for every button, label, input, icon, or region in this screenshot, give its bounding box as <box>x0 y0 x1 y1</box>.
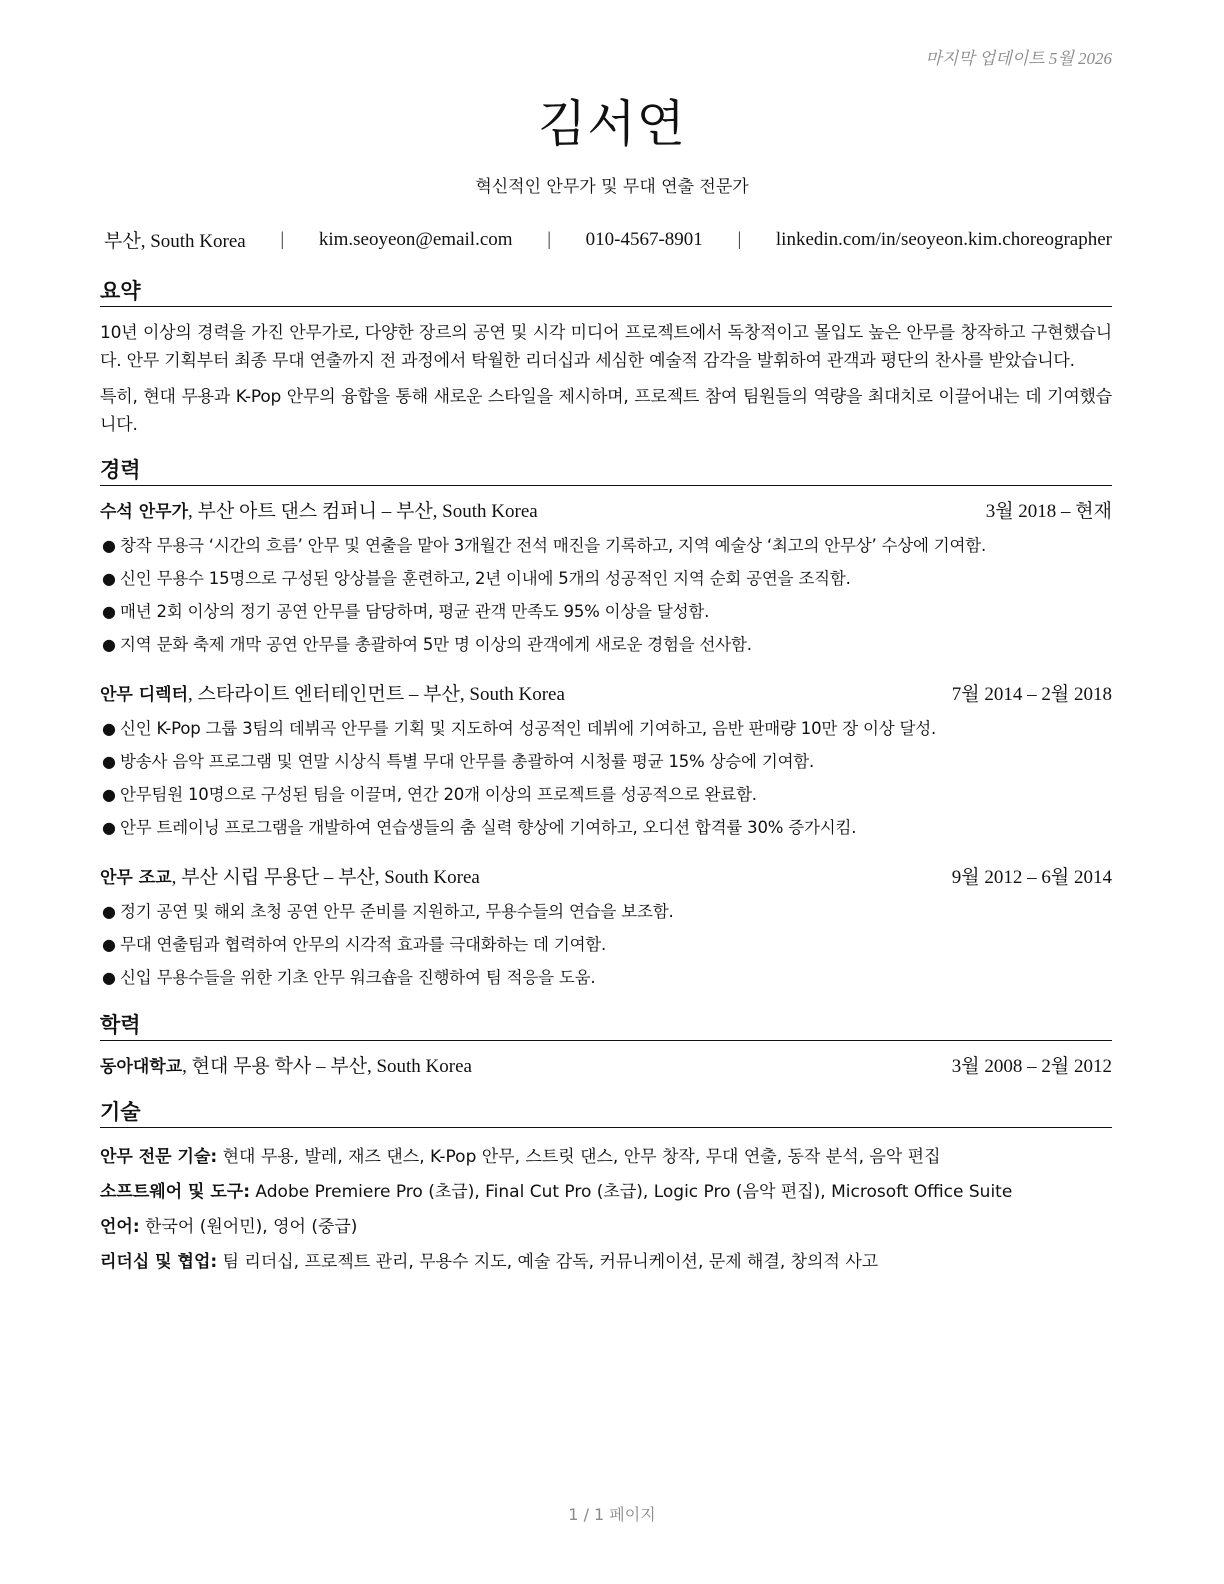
job-dates: 7월 2014 – 2월 2018 <box>951 684 1112 705</box>
page-number: 1 / 1 페이지 <box>568 1505 656 1524</box>
resume-content <box>100 278 1112 1280</box>
skills-row <box>100 1175 1112 1210</box>
skills-value: 현대 무용, 발레, 재즈 댄스, K-Pop 안무, 스트릿 댄스, 안무 창작, 무대 연출, 동작 분석, 음악 편집 <box>217 1147 941 1167</box>
contact-separator: | <box>547 228 551 250</box>
section-title-education: 학력 <box>100 1012 1112 1041</box>
job-header <box>100 681 1112 709</box>
list-item <box>100 562 1112 595</box>
job-entry <box>100 864 1112 994</box>
job-organization: , 부산 시립 무용단 – 부산, South Korea <box>171 867 480 888</box>
bullet-icon: ● <box>102 635 116 654</box>
bullet-icon: ● <box>102 935 116 954</box>
skills-row <box>100 1245 1112 1280</box>
job-role: 안무 디렉터 <box>100 685 189 705</box>
education-entry <box>100 1053 1112 1081</box>
contact-phone[interactable]: 010-4567-8901 <box>585 228 703 250</box>
bullet-text: 신입 무용수들을 위한 기초 안무 워크숍을 진행하여 팀 적응을 도움. <box>120 968 596 987</box>
candidate-name: 김서연 <box>538 95 686 153</box>
list-item <box>100 712 1112 745</box>
job-title-line <box>100 681 565 709</box>
bullet-text: 방송사 음악 프로그램 및 연말 시상식 특별 무대 안무를 총괄하여 시청률 평균 15% 상승에 기여함. <box>120 752 815 771</box>
job-entry <box>100 681 1112 844</box>
contact-separator: | <box>280 228 285 250</box>
skills-value: 팀 리더십, 프로젝트 관리, 무용수 지도, 예술 감독, 커뮤니케이션, 문제 해결, 창의적 사고 <box>217 1252 879 1272</box>
contact-linkedin[interactable]: linkedin.com/in/seoyeon.kim.choreographer <box>775 228 1112 250</box>
job-entry <box>100 498 1112 661</box>
job-bullets <box>100 712 1112 844</box>
bullet-icon: ● <box>102 719 116 738</box>
list-item <box>100 928 1112 961</box>
list-item <box>100 961 1112 994</box>
skills-value: 한국어 (원어민), 영어 (중급) <box>139 1217 358 1237</box>
bullet-text: 정기 공연 및 해외 초청 공연 안무 준비를 지원하고, 무용수들의 연습을 보조함. <box>120 902 674 921</box>
job-bullets <box>100 529 1112 661</box>
section-title-experience: 경력 <box>100 457 1112 486</box>
summary-paragraph: 특히, 현대 무용과 K-Pop 안무의 융합을 통해 새로운 스타일을 제시하며, 프로젝트 참여 팀원들의 역량을 최대치로 이끌어내는 데 기여했습니다. <box>100 387 1112 435</box>
job-title-line <box>100 498 538 526</box>
bullet-text: 신인 K-Pop 그룹 3팀의 데뷔곡 안무를 기획 및 지도하여 성공적인 데뷔에 기여하고, 음반 판매량 10만 장 이상 달성. <box>120 719 937 738</box>
list-item <box>100 895 1112 928</box>
contact-email[interactable]: kim.seoyeon@email.com <box>318 228 513 250</box>
education-detail: , 현대 무용 학사 – 부산, South Korea <box>182 1056 472 1077</box>
bullet-text: 안무 트레이닝 프로그램을 개발하여 연습생들의 춤 실력 향상에 기여하고, 오디션 합격률 30% 증가시킴. <box>120 818 857 837</box>
skills-row <box>100 1140 1112 1175</box>
bullet-text: 안무팀원 10명으로 구성된 팀을 이끌며, 연간 20개 이상의 프로젝트를 성공적으로 완료함. <box>120 785 757 804</box>
job-header <box>100 864 1112 892</box>
skills-label: 안무 전문 기술: <box>100 1147 218 1167</box>
list-item <box>100 811 1112 844</box>
bullet-icon: ● <box>102 818 116 837</box>
bullet-icon: ● <box>102 902 116 921</box>
bullet-icon: ● <box>102 968 116 987</box>
education-school: 동아대학교 <box>100 1057 183 1077</box>
bullet-text: 신인 무용수 15명으로 구성된 앙상블을 훈련하고, 2년 이내에 5개의 성공적인 지역 순회 공연을 조직함. <box>120 569 851 588</box>
skills-label: 소프트웨어 및 도구: <box>100 1182 251 1202</box>
job-organization: , 부산 아트 댄스 컴퍼니 – 부산, South Korea <box>188 501 538 522</box>
skills-row <box>100 1210 1112 1245</box>
last-updated: 마지막 업데이트 5월 2026 <box>925 49 1112 68</box>
job-dates: 3월 2018 – 현재 <box>985 501 1112 522</box>
contact-bar <box>104 226 1112 253</box>
summary-paragraph: 10년 이상의 경력을 가진 안무가로, 다양한 장르의 공연 및 시각 미디어 프로젝트에서 독창적이고 몰입도 높은 안무를 창작하고 구현했습니다. 안무 기획부터 최종 무대 연출까지 전 과정에서 탁월한 리더십과 세심한 예술적 감각을 발휘하여 관객과 평단의 찬사를 받았습니다. <box>100 323 1112 371</box>
job-title-line <box>100 864 480 892</box>
list-item <box>100 529 1112 562</box>
section-title-skills: 기술 <box>100 1099 1112 1128</box>
skills-value: Adobe Premiere Pro (초급), Final Cut Pro (초급), Logic Pro (음악 편집), Microsoft Office Suite <box>250 1182 1013 1202</box>
list-item <box>100 628 1112 661</box>
education-line <box>100 1053 472 1081</box>
summary-section <box>100 278 1112 439</box>
bullet-icon: ● <box>102 569 116 588</box>
bullet-icon: ● <box>102 602 116 621</box>
bullet-icon: ● <box>102 752 116 771</box>
skills-section <box>100 1099 1112 1280</box>
skills-label: 언어: <box>100 1217 140 1237</box>
job-role: 수석 안무가 <box>100 502 189 522</box>
list-item <box>100 745 1112 778</box>
list-item <box>100 595 1112 628</box>
tagline: 혁신적인 안무가 및 무대 연출 전문가 <box>475 177 749 197</box>
experience-section <box>100 457 1112 994</box>
list-item <box>100 778 1112 811</box>
job-bullets <box>100 895 1112 994</box>
bullet-text: 창작 무용극 ‘시간의 흐름’ 안무 및 연출을 맡아 3개월간 전석 매진을 기록하고, 지역 예술상 ‘최고의 안무상’ 수상에 기여함. <box>120 536 987 555</box>
job-organization: , 스타라이트 엔터테인먼트 – 부산, South Korea <box>188 684 565 705</box>
section-title-summary: 요약 <box>100 278 1112 307</box>
job-role: 안무 조교 <box>100 868 172 888</box>
job-dates: 9월 2012 – 6월 2014 <box>951 867 1112 888</box>
bullet-text: 지역 문화 축제 개막 공연 안무를 총괄하여 5만 명 이상의 관객에게 새로운 경험을 선사함. <box>120 635 752 654</box>
education-section <box>100 1012 1112 1081</box>
bullet-text: 무대 연출팀과 협력하여 안무의 시각적 효과를 극대화하는 데 기여함. <box>120 935 607 954</box>
bullet-icon: ● <box>102 785 116 804</box>
education-dates: 3월 2008 – 2월 2012 <box>951 1056 1112 1077</box>
bullet-icon: ● <box>102 536 116 555</box>
contact-separator: | <box>737 228 742 250</box>
skills-label: 리더십 및 협업: <box>100 1252 218 1272</box>
bullet-text: 매년 2회 이상의 정기 공연 안무를 담당하며, 평균 관객 만족도 95% 이상을 달성함. <box>120 602 710 621</box>
contact-location: 부산, South Korea <box>104 231 246 252</box>
job-header <box>100 498 1112 526</box>
